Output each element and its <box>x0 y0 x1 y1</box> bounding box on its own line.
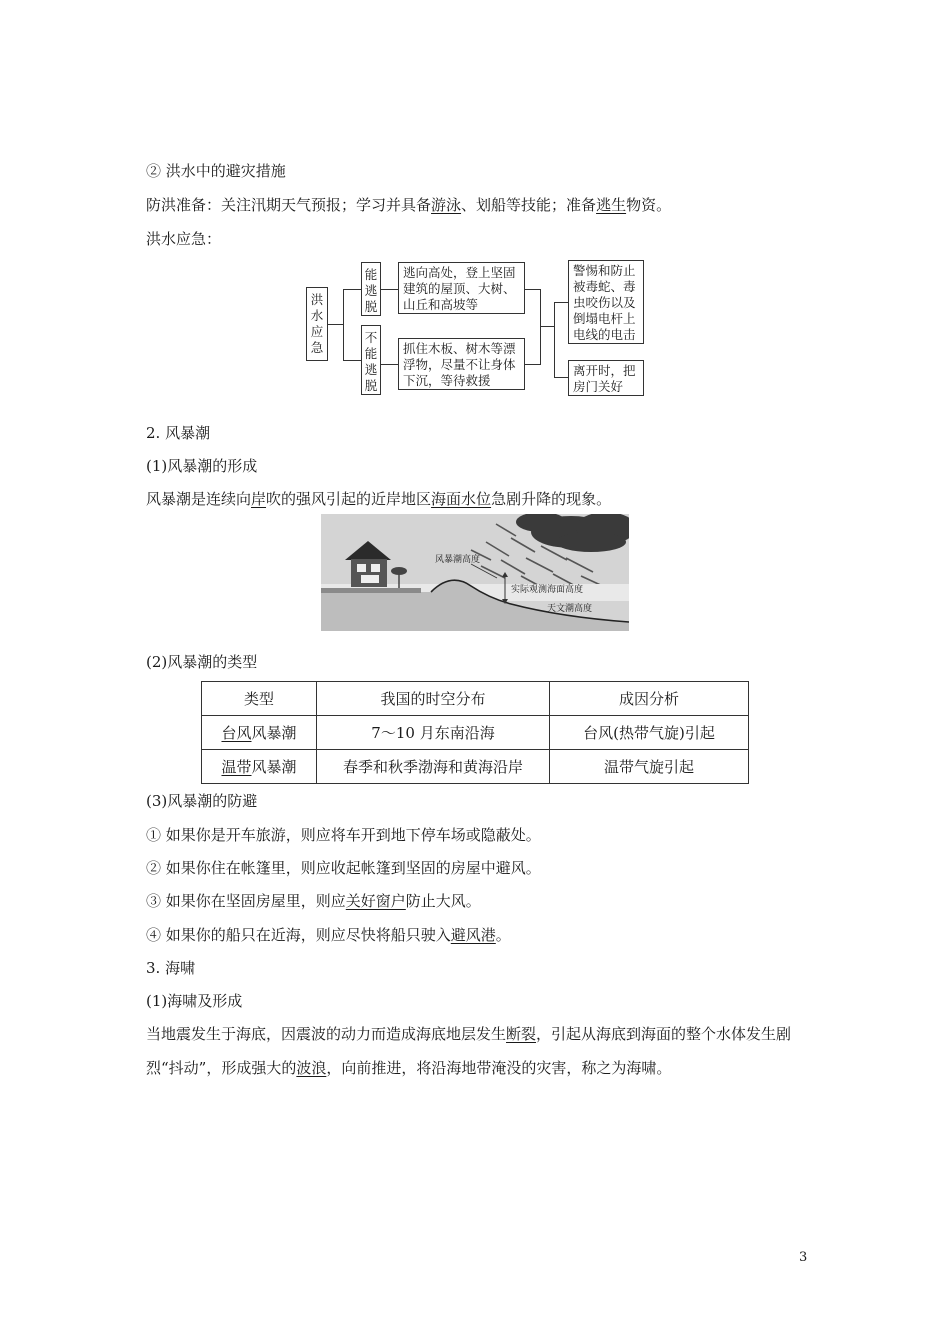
flowchart-no-escape-action: 抓住木板、树木等漂浮物，尽量不让身体下沉，等待救援 <box>398 338 525 390</box>
flood-prep-swim: 游泳 <box>431 196 462 214</box>
tip4-text: ④ 如果你的船只在近海，则应尽快将船只驶入 <box>146 926 451 944</box>
flowchart-connector <box>343 289 361 290</box>
storm-tip-4 <box>146 925 511 945</box>
tsunami-text-2: ，引起从海底到海面的整个水体发生剧烈“抖动”，形成强大的 <box>146 1025 792 1077</box>
storm-definition <box>146 489 611 509</box>
flowchart-connector <box>525 364 541 365</box>
tip3-text: ③ 如果你在坚固房屋里，则应 <box>146 892 346 910</box>
typhoon-term: 台风 <box>221 724 252 742</box>
table-cell-distribution: 7～10 月东南沿海 <box>317 716 550 750</box>
tip4-underlined: 避风港 <box>450 926 496 944</box>
flowchart-connector <box>525 289 541 290</box>
table-header: 我国的时空分布 <box>317 682 550 716</box>
flowchart-leave: 离开时，把房门关好 <box>568 360 644 396</box>
table-row <box>202 716 749 750</box>
flowchart-connector <box>540 326 555 327</box>
type-suffix: 风暴潮 <box>251 758 297 776</box>
storm-sub3: (3)风暴潮的防避 <box>146 792 258 810</box>
storm-tip-2: ② 如果你住在帐篷里，则应收起帐篷到坚固的房屋中避风。 <box>146 859 541 877</box>
tsunami-paragraph <box>146 1017 811 1085</box>
table-cell-distribution: 春季和秋季渤海和黄海沿岸 <box>317 750 550 784</box>
storm-def-text-2: 吹的强风引起的近岸地区 <box>266 490 432 508</box>
flowchart-connector <box>554 302 568 303</box>
flood-prep-text-3: 物资。 <box>626 196 672 214</box>
tsunami-waves: 波浪 <box>296 1059 327 1077</box>
storm-sub1: (1)风暴潮的形成 <box>146 457 258 475</box>
flowchart-connector <box>381 289 398 290</box>
storm-def-text-3: 急剧升降的现象。 <box>491 490 612 508</box>
flood-prep-escape: 逃生 <box>596 196 627 214</box>
flowchart-connector <box>343 289 344 360</box>
tip3-text-end: 防止大风。 <box>405 892 481 910</box>
flood-prep-line <box>146 195 671 215</box>
storm-types-table <box>201 681 749 784</box>
storm-def-text-1: 风暴潮是连续向 <box>146 490 252 508</box>
flowchart-connector <box>540 289 541 365</box>
table-header: 类型 <box>202 682 317 716</box>
storm-tip-1: ① 如果你是开车旅游，则应将车开到地下停车场或隐蔽处。 <box>146 826 541 844</box>
storm-surge-figure <box>321 514 629 631</box>
storm-def-sea-level: 海面水位 <box>431 490 492 508</box>
storm-def-shore: 岸 <box>251 490 267 508</box>
table-header: 成因分析 <box>550 682 749 716</box>
flood-prep-label: 防洪准备： <box>146 196 222 214</box>
flood-prep-text: 关注汛期天气预报；学习并具备 <box>221 196 432 214</box>
type-suffix: 风暴潮 <box>251 724 297 742</box>
table-cell-type <box>202 716 317 750</box>
tip4-text-end: 。 <box>495 926 511 944</box>
page-number: 3 <box>799 1250 808 1265</box>
table-header-row <box>202 682 749 716</box>
storm-heading: 2. 风暴潮 <box>146 424 211 442</box>
tsunami-text-3: ，向前推进，将沿海地带淹没的灾害，称之为海啸。 <box>326 1059 672 1077</box>
flood-measures-heading: ② 洪水中的避灾措施 <box>146 162 286 180</box>
flood-prep-text-2: 、划船等技能；准备 <box>461 196 597 214</box>
tsunami-text-1: 当地震发生于海底，因震波的动力而造成海底地层发生 <box>146 1025 507 1043</box>
table-cell-cause: 台风(热带气旋)引起 <box>550 716 749 750</box>
table-cell-cause: 温带气旋引起 <box>550 750 749 784</box>
flowchart-escape-action: 逃向高处，登上坚固建筑的屋顶、大树、山丘和高坡等 <box>398 262 525 314</box>
flowchart-root: 洪水应急 <box>306 287 328 361</box>
flood-emergency-label: 洪水应急： <box>146 230 222 248</box>
flowchart-connector <box>554 302 555 378</box>
flowchart-branch-no-escape: 不能逃脱 <box>361 325 381 395</box>
storm-tip-3 <box>146 891 481 911</box>
flowchart-connector <box>343 360 361 361</box>
tip3-underlined: 关好窗户 <box>345 892 406 910</box>
label-observed-height: 实际观测海面高度 <box>511 585 584 595</box>
temperate-term: 温带 <box>221 758 252 776</box>
table-cell-type <box>202 750 317 784</box>
flowchart-connector <box>554 377 568 378</box>
label-storm-height: 风暴潮高度 <box>435 555 481 565</box>
label-astronomical-height: 天文潮高度 <box>547 604 593 614</box>
flowchart-connector <box>381 364 398 365</box>
flowchart-connector <box>328 324 344 325</box>
flowchart-caution: 警惕和防止被毒蛇、毒虫咬伤以及倒塌电杆上电线的电击 <box>568 260 644 344</box>
tsunami-fracture: 断裂 <box>506 1025 537 1043</box>
tsunami-sub1: (1)海啸及形成 <box>146 992 243 1010</box>
table-row <box>202 750 749 784</box>
storm-sub2: (2)风暴潮的类型 <box>146 653 258 671</box>
flowchart-branch-escape: 能逃脱 <box>361 262 381 316</box>
tsunami-heading: 3. 海啸 <box>146 959 196 977</box>
